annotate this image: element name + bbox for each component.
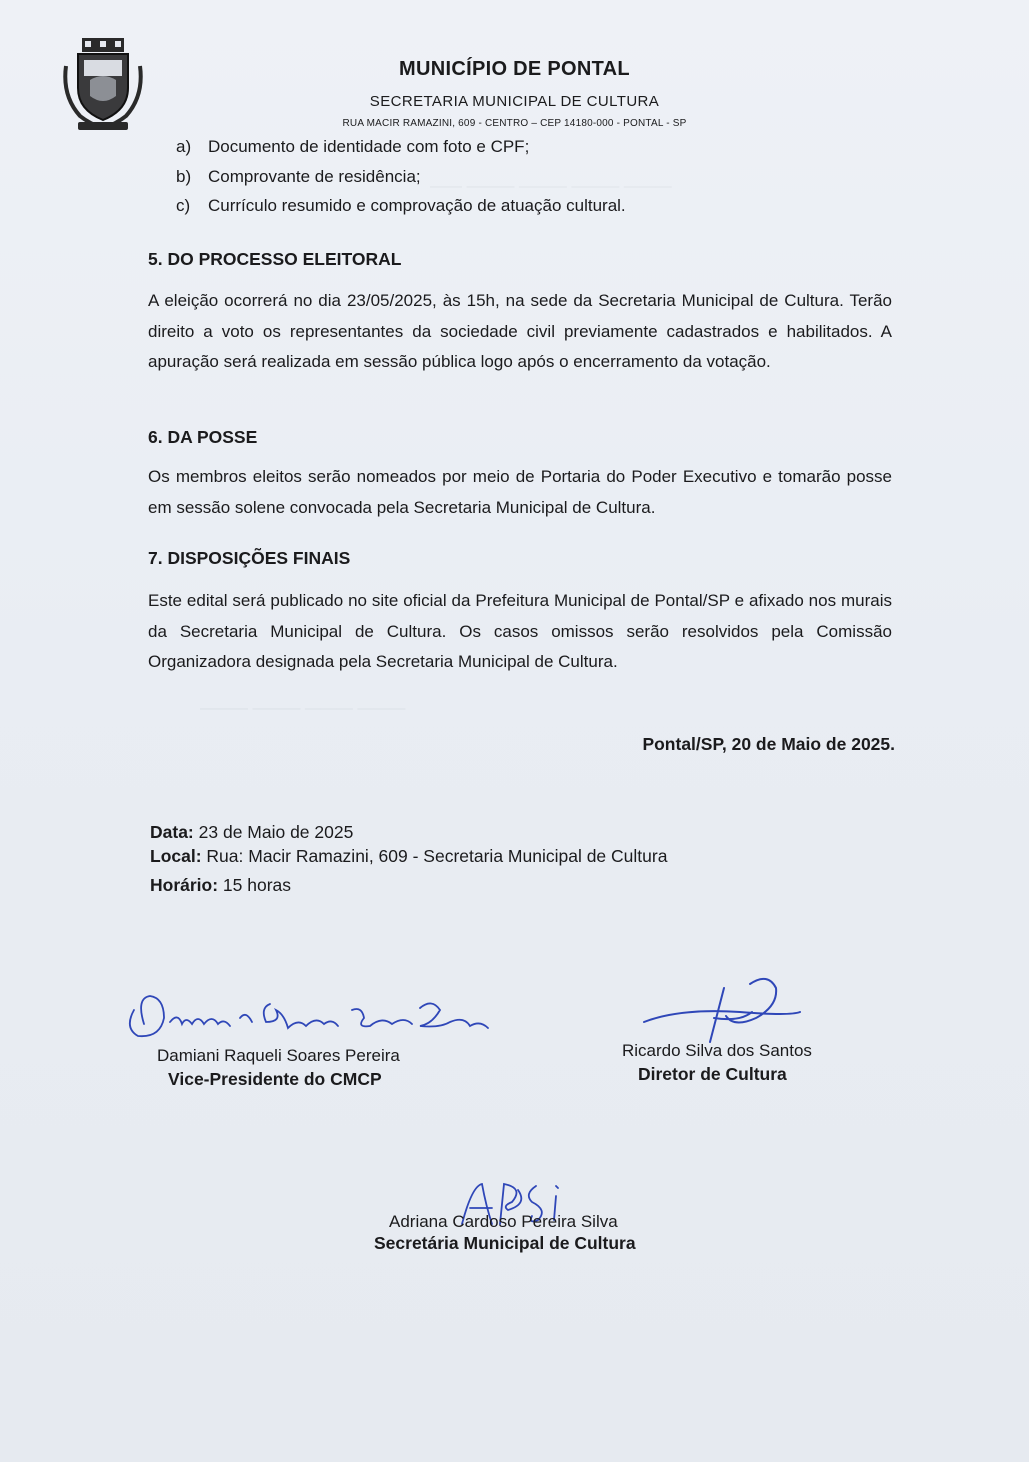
list-marker: c) [176, 196, 191, 215]
list-item [176, 197, 626, 214]
section-6-title: 6. DA POSSE [148, 427, 258, 447]
section-6-text: Os membros eleitos serão nomeados por meio de Portaria do Poder Executivo e tomarão posse em sessão solene convocada pela Secretaria Municipal de Cultura. [148, 467, 892, 517]
bleed-through-text: —— ——— ——— ——— ——— [430, 178, 672, 195]
bottom-signer-role: Secretária Municipal de Cultura [374, 1233, 636, 1253]
right-signer-role: Diretor de Cultura [638, 1064, 787, 1084]
event-time-label: Horário: [150, 875, 219, 895]
left-signer-role: Vice-Presidente do CMCP [168, 1069, 382, 1089]
header-title: MUNICÍPIO DE PONTAL [399, 58, 630, 80]
bottom-signer-name: Adriana Cardoso Pereira Silva [389, 1212, 618, 1231]
place-date: Pontal/SP, 20 de Maio de 2025. [642, 734, 895, 754]
right-signer-name: Ricardo Silva dos Santos [622, 1041, 812, 1060]
section-7-text: Este edital será publicado no site oficial da Prefeitura Municipal de Pontal/SP e afixado nos murais da Secretaria Municipal de Cultura. Os casos omissos serão resolvidos pela Comissão Organizadora designada pela Secretaria Municipal de Cultura. [148, 591, 892, 671]
event-date-value: 23 de Maio de 2025 [193, 822, 354, 842]
event-time-value: 15 horas [218, 875, 292, 895]
event-location-value: Rua: Macir Ramazini, 609 - Secretaria Municipal de Cultura [201, 846, 668, 866]
event-date-label: Data: [150, 822, 194, 842]
list-item [176, 138, 529, 155]
event-date [150, 822, 353, 843]
list-text: Documento de identidade com foto e CPF; [208, 137, 530, 156]
event-location-label: Local: [150, 846, 202, 866]
event-location [150, 846, 667, 867]
left-signer-name: Damiani Raqueli Soares Pereira [157, 1046, 400, 1065]
section-5-text: A eleição ocorrerá no dia 23/05/2025, às 15h, na sede da Secretaria Municipal de Cultura. Terão direito a voto os representantes da sociedade civil previamente cadastrados e habilitados. A apuração será realizada em sessão pública logo após o encerramento da votação. [148, 291, 892, 371]
handwritten-signature-right [640, 972, 810, 1052]
header-subtitle: SECRETARIA MUNICIPAL DE CULTURA [369, 93, 660, 110]
list-marker: b) [176, 167, 192, 186]
list-text: Comprovante de residência; [208, 167, 421, 186]
list-item [176, 168, 421, 185]
list-text: Currículo resumido e comprovação de atuação cultural. [208, 196, 626, 215]
section-7-title: 7. DISPOSIÇÕES FINAIS [148, 548, 351, 568]
list-marker: a) [176, 137, 192, 156]
header-address: RUA MACIR RAMAZINI, 609 - CENTRO – CEP 14180-000 - PONTAL - SP [342, 118, 687, 129]
event-time [150, 875, 291, 896]
section-5-title: 5. DO PROCESSO ELEITORAL [148, 249, 402, 269]
bleed-through-text: ——— ——— ——— ——— [200, 700, 406, 717]
